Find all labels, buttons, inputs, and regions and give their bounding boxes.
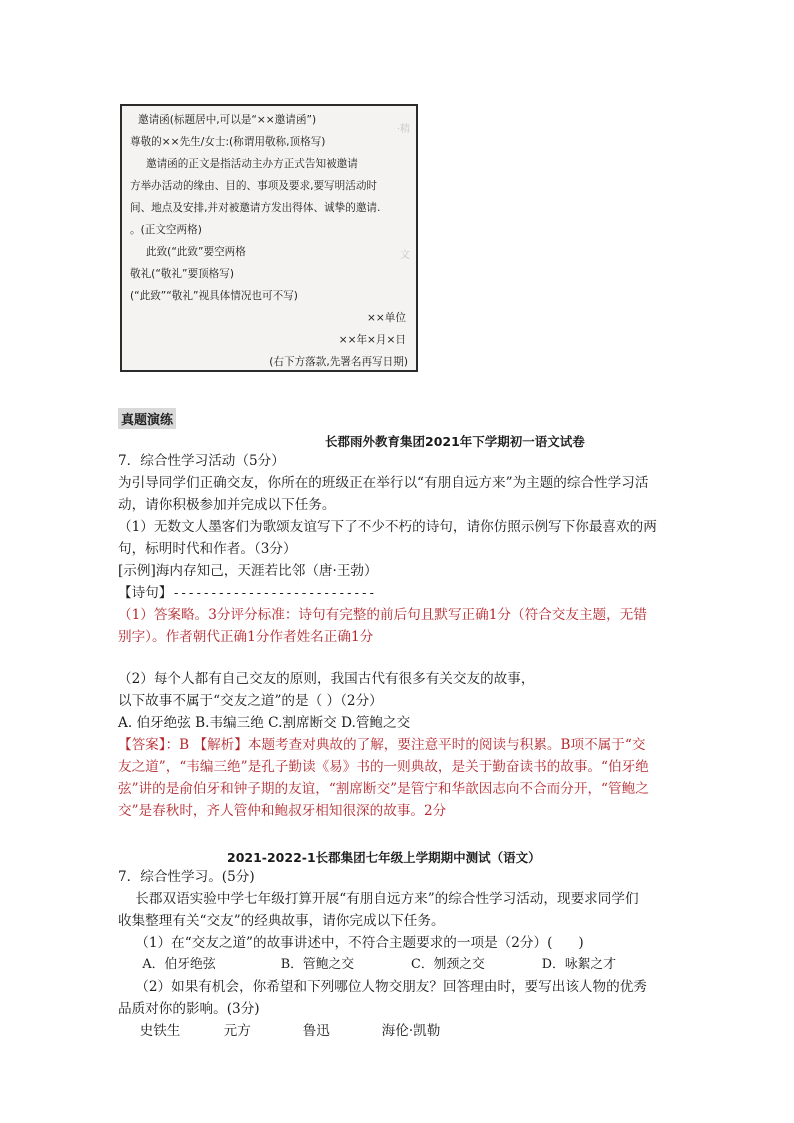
poem-blank: --------------------------- [172, 585, 376, 600]
exam1-line: 句，标明时代和作者。（3分） [118, 541, 297, 557]
q2-line: （2）每个人都有自己交友的原则，我国古代有很多有关交友的故事， [118, 671, 535, 687]
template-note: (“此致”“敬礼”视具体情况也可不写) [130, 290, 298, 302]
exam2-title: 2021-2022-1长郡集团七年级上学期期中测试（语文） [227, 850, 541, 865]
template-body-line: 间、地点及安排,并对被邀请方发出得体、诚挚的邀请. [130, 202, 381, 214]
template-title: 邀请函(标题居中,可以是“××邀请函”) [138, 114, 317, 126]
exam2-line: （1）在“交友之道”的故事讲述中，不符合主题要求的一项是（2分）( ) [118, 935, 584, 951]
exam1-example: [示例]海内存知己，天涯若比邻（唐·王勃） [118, 563, 378, 579]
poem-label: 【诗句】 [118, 585, 173, 601]
template-salutation: 尊敬的××先生/女士:(称谓用敬称,顶格写) [130, 136, 326, 148]
template-date: ××年×月×日 [338, 334, 406, 346]
answer1-line: 别字）。作者朝代正确1分作者姓名正确1分 [118, 629, 374, 645]
answer2-line: 友之道”，“韦编三绝”是孔子勤读《易》书的一则典故，是关于勤奋读书的故事。“伯牙绝 [118, 759, 649, 775]
template-body-line: 方举办活动的缘由、目的、事项及要求,要写明活动时 [130, 180, 378, 192]
exam1-line: 为引导同学们正确交友，你所在的班级正在举行以“有朋自远方来”为主题的综合性学习活 [118, 475, 649, 491]
bleed-through-text: 文 [400, 250, 410, 261]
exam2-line: 品质对你的影响。(3分) [118, 1001, 260, 1017]
exam1-line: 动，请你积极参加并完成以下任务。 [118, 497, 336, 513]
q2-options: A. 伯牙绝弦 B.韦编三绝 C.割席断交 D.管鲍之交 [118, 715, 411, 731]
answer2-line: 交”是春秋时，齐人管仲和鲍叔牙相知很深的故事。2分 [118, 803, 447, 819]
exam2-line: 长郡双语实验中学七年级打算开展“有朋自远方来”的综合性学习活动，现要求同学们 [118, 891, 639, 907]
exam2-line: 7．综合性学习。(5分) [118, 869, 255, 885]
template-jingli: 敬礼(“敬礼”要顶格写) [130, 268, 234, 280]
bleed-through-text: ·精 [396, 124, 410, 135]
template-signoff: (右下方落款,先署名再写日期) [269, 356, 408, 368]
section-title: 真题演练 [118, 408, 176, 429]
invitation-template-scan [120, 104, 418, 372]
exam1-line: 7．综合性学习活动（5分） [118, 453, 285, 469]
q2-line: 以下故事不属于“交友之道”的是（ ）（2分） [118, 693, 383, 709]
answer2-line: 【答案】：B 【解析】本题考查对典故的了解，要注意平时的阅读与积累。B项不属于“交 [118, 737, 646, 753]
exam1-title: 长郡雨外教育集团2021年下学期初一语文试卷 [325, 434, 585, 449]
person-choices: 史铁生 元方 鲁迅 海伦·凯勒 [118, 1023, 441, 1039]
template-body-line: 邀请函的正文是指活动主办方正式告知被邀请 [146, 158, 358, 170]
template-unit: ××单位 [367, 312, 406, 324]
exam1-line: （1）无数文人墨客们为歌颂友谊写下了不少不朽的诗句，请你仿照示例写下你最喜欢的两 [118, 519, 657, 535]
poem-answer-line [118, 582, 376, 604]
template-body-line: 。(正文空两格) [130, 224, 202, 236]
template-cizhi: 此致(“此致”要空两格 [146, 246, 246, 258]
answer2-line: 弦”讲的是俞伯牙和钟子期的友谊，“割席断交”是管宁和华歆因志向不合而分开，“管鲍之 [118, 781, 649, 797]
answer1-line: （1）答案略。3分评分标准：诗句有完整的前后句且默写正确1分（符合交友主题，无错 [118, 607, 647, 623]
exam2-options: A．伯牙绝弦 B．管鲍之交 C．刎颈之交 D．咏絮之才 [118, 957, 617, 972]
exam2-line: （2）如果有机会，你希望和下列哪位人物交朋友？回答理由时，要写出该人物的优秀 [118, 979, 647, 995]
exam2-line: 收集整理有关“交友”的经典故事，请你完成以下任务。 [118, 913, 445, 929]
